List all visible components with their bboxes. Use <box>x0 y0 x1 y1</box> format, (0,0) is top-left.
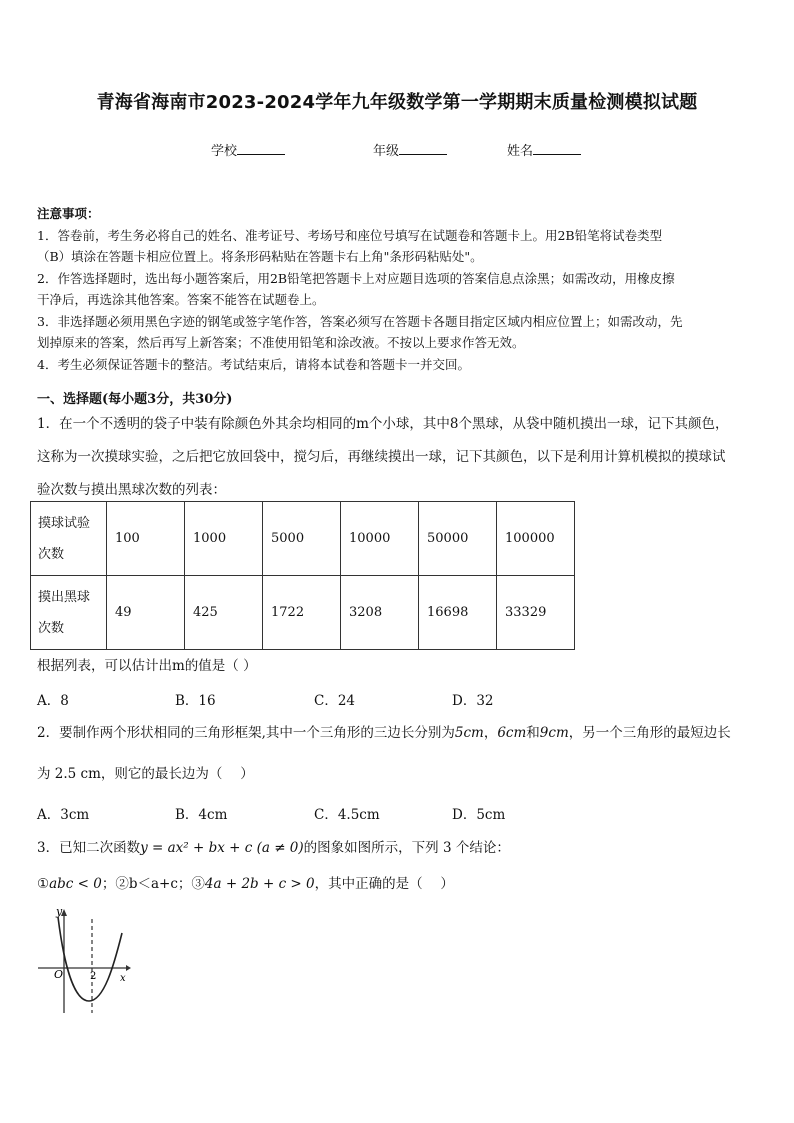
notice-item-2b: 干净后，再选涂其他答案。答案不能答在试题卷上。 <box>37 292 325 307</box>
q3-conclusion-1: abc < 0 <box>49 876 102 892</box>
option-c[interactable]: C．24 <box>314 693 356 709</box>
q3-conclusion-2: ；②b＜a+c；③ <box>101 876 205 892</box>
parabola-curve <box>58 917 122 1001</box>
q2-line-1: 2．要制作两个形状相同的三角形框架,其中一个三角形的三边长分别为5cm，6cm和9cm，另一个三角形的最短边长 <box>37 725 731 741</box>
table-cell: 3208 <box>341 576 419 650</box>
table-cell: 16698 <box>419 576 497 650</box>
q1-prompt: 根据列表，可以估计出m的值是（ ） <box>37 658 257 674</box>
table-cell: 425 <box>185 576 263 650</box>
y-axis-label: y <box>56 905 63 918</box>
notice-block <box>37 203 757 375</box>
notice-item-4: 4．考生必须保证答题卡的整洁。考试结束后，请将本试卷和答题卡一并交回。 <box>37 356 470 372</box>
question-2 <box>37 717 759 750</box>
notice-item-1a: 1．答卷前，考生务必将自己的姓名、准考证号、考场号和座位号填写在试题卷和答题卡上。用2B铅笔将试卷类型 <box>37 227 663 243</box>
table-cell: 50000 <box>419 502 497 576</box>
experiment-table <box>30 501 575 650</box>
question-3 <box>37 832 759 901</box>
q1-line-2: 这称为一次摸球实验，之后把它放回袋中，搅匀后，再继续摸出一球，记下其颜色，以下是利用计算机模拟的摸球试 <box>37 449 726 465</box>
option-c[interactable]: C．4.5cm <box>314 807 380 823</box>
option-a[interactable]: A．3cm <box>37 807 90 823</box>
table-cell: 1722 <box>263 576 341 650</box>
table-row-header: 摸出黑球 次数 <box>31 576 107 650</box>
q2-length-1: 5cm <box>454 725 484 741</box>
q2-length-2: 6cm <box>497 725 527 741</box>
option-d[interactable]: D．5cm <box>452 807 506 823</box>
notice-item-1b: （B）填涂在答题卡相应位置上。将条形码粘贴在答题卡右上角"条形码粘贴处"。 <box>37 249 483 264</box>
notice-item-3a: 3．非选择题必须用黑色字迹的钢笔或签字笔作答，答案必须写在答题卡各题目指定区域内相应位置上；如需改动，先 <box>37 313 683 329</box>
x-axis-label: x <box>120 973 126 984</box>
q3-function-formula: y = ax² + bx + c (a ≠ 0) <box>140 840 304 856</box>
table-cell: 10000 <box>341 502 419 576</box>
page-title: 青海省海南市2023-2024学年九年级数学第一学期期末质量检测模拟试题 <box>96 92 698 113</box>
notice-item-2a: 2．作答选择题时，选出每小题答案后，用2B铅笔把答题卡上对应题目选项的答案信息点涂黑；如需改动，用橡皮擦 <box>37 270 675 286</box>
q3-conclusion-3: 4a + 2b + c > 0 <box>204 876 315 892</box>
table-cell: 49 <box>107 576 185 650</box>
origin-label: O <box>54 968 64 981</box>
table-row-header: 摸球试验 次数 <box>31 502 107 576</box>
table-cell: 5000 <box>263 502 341 576</box>
table-row <box>31 502 575 576</box>
q1-line-3: 验次数与摸出黑球次数的列表： <box>37 482 226 498</box>
question-1 <box>37 408 759 507</box>
name-blank[interactable] <box>533 142 581 155</box>
table-cell: 100000 <box>497 502 575 576</box>
option-d[interactable]: D．32 <box>452 693 494 709</box>
notice-heading: 注意事项： <box>37 206 100 221</box>
parabola-graph <box>34 905 134 1017</box>
table-cell: 100 <box>107 502 185 576</box>
x-tick-2-label: 2 <box>90 971 97 982</box>
table-cell: 1000 <box>185 502 263 576</box>
table-cell: 33329 <box>497 576 575 650</box>
grade-label: 年级 <box>373 144 400 159</box>
school-blank[interactable] <box>237 142 285 155</box>
name-field[interactable] <box>507 140 581 159</box>
notice-item-3b: 划掉原来的答案，然后再写上新答案；不准使用铅笔和涂改液。不按以上要求作答无效。 <box>37 335 525 350</box>
option-b[interactable]: B．4cm <box>175 807 228 823</box>
table-row <box>31 576 575 650</box>
option-b[interactable]: B．16 <box>175 693 216 709</box>
q2-line-2: 为 2.5 cm，则它的最长边为（ ） <box>37 766 254 782</box>
school-label: 学校 <box>211 144 238 159</box>
x-axis-arrow <box>126 965 131 971</box>
grade-field[interactable] <box>373 140 447 159</box>
grade-blank[interactable] <box>399 142 447 155</box>
q2-length-3: 9cm <box>539 725 569 741</box>
section-heading: 一、选择题(每小题3分，共30分) <box>37 392 233 407</box>
q3-line-1: 3．已知二次函数y = ax² + bx + c (a ≠ 0)的图象如图所示，下列 3 个结论： <box>37 840 510 856</box>
circled-one-marker: ① <box>37 876 50 892</box>
option-a[interactable]: A．8 <box>37 693 69 709</box>
q3-line-2: ①abc < 0；②b＜a+c；③4a + 2b + c > 0，其中正确的是（ ） <box>37 876 454 892</box>
name-label: 姓名 <box>507 144 534 159</box>
school-field[interactable] <box>211 140 285 159</box>
q1-line-1: 1．在一个不透明的袋子中装有除颜色外其余均相同的m个小球，其中8个黑球，从袋中随机摸出一球，记下其颜色， <box>37 416 729 432</box>
